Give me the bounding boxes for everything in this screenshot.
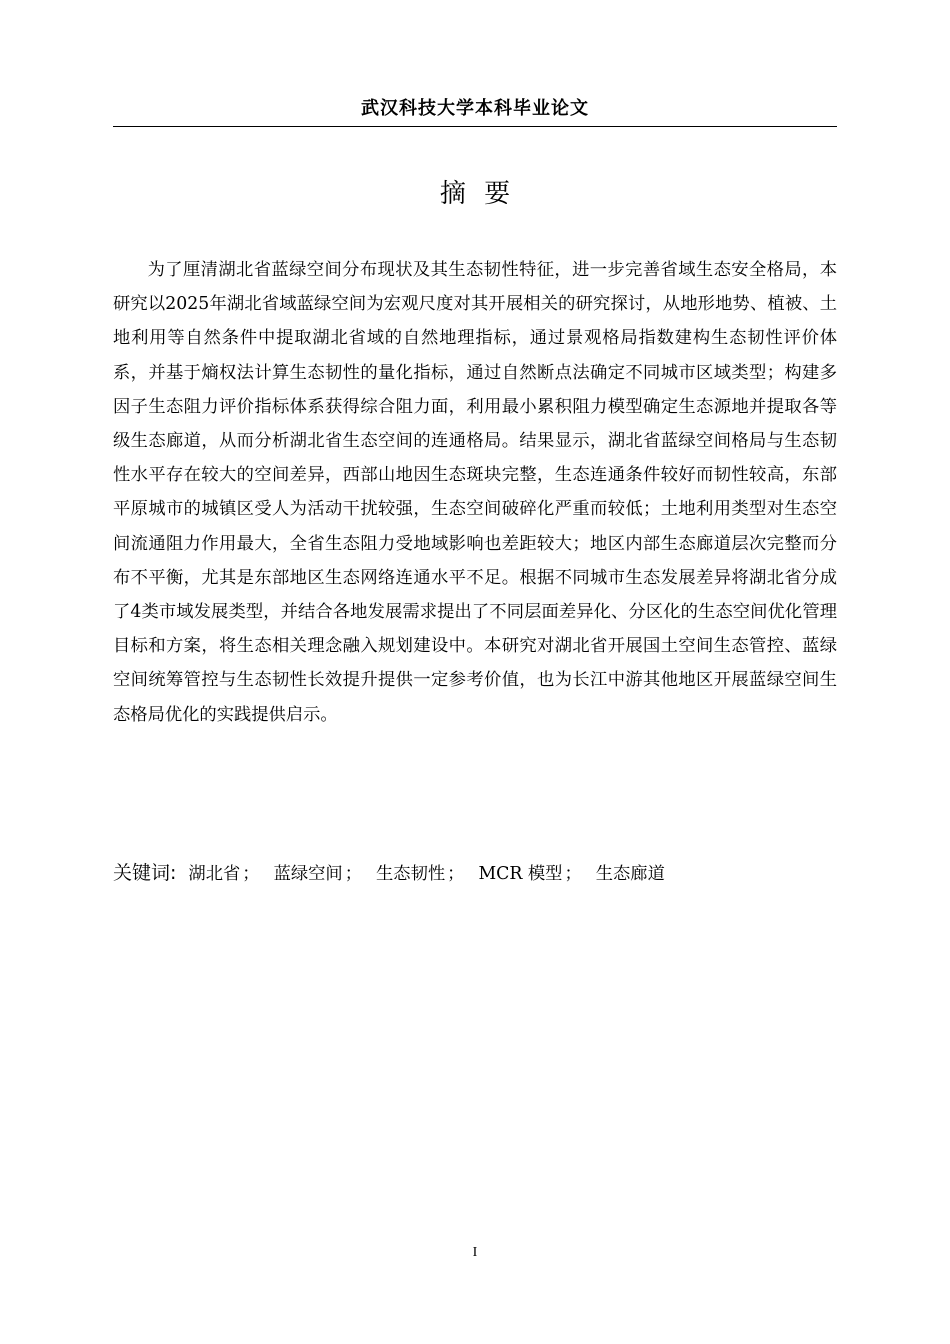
keywords-line — [113, 856, 837, 891]
keyword-separator: ； — [344, 864, 362, 884]
running-header-title: 武汉科技大学本科毕业论文 — [361, 98, 589, 119]
header-rule — [113, 126, 837, 127]
keyword-item: 湖北省 — [188, 864, 241, 884]
keywords-label: 关键词: — [113, 862, 177, 884]
keyword-separator: ； — [564, 864, 582, 884]
abstract-title: 摘 要 — [439, 179, 511, 209]
keyword-separator: ； — [447, 864, 465, 884]
page-number: I — [472, 1245, 478, 1260]
keyword-item: 生态廊道 — [595, 864, 665, 884]
keyword-item: MCR 模型 — [478, 864, 563, 884]
keyword-item: 蓝绿空间 — [273, 864, 343, 884]
abstract-body: 为了厘清湖北省蓝绿空间分布现状及其生态韧性特征，进一步完善省域生态安全格局，本研究以2025年湖北省域蓝绿空间为宏观尺度对其开展相关的研究探讨，从地形地势、植被、土地利用等自然条件中提取湖北省域的自然地理指标，通过景观格局指数建构生态韧性评价体系，并基于熵权法计算生态韧性的量化指标，通过自然断点法确定不同城市区域类型；构建多因子生态阻力评价指标体系获得综合阻力面，利用最小累积阻力模型确定生态源地并提取各等级生态廊道，从而分析湖北省生态空间的连通格局。结果显示，湖北省蓝绿空间格局与生态韧性水平存在较大的空间差异，西部山地因生态斑块完整，生态连通条件较好而韧性较高，东部平原城市的城镇区受人为活动干扰较强，生态空间破碎化严重而较低；土地利用类型对生态空间流通阻力作用最大，全省生态阻力受地域影响也差距较大；地区内部生态廊道层次完整而分布不平衡，尤其是东部地区生态网络连通水平不足。根据不同城市生态发展差异将湖北省分成了4类市域发展类型，并结合各地发展需求提出了不同层面差异化、分区化的生态空间优化管理目标和方案，将生态相关理念融入规划建设中。本研究对湖北省开展国土空间生态管控、蓝绿空间统筹管控与生态韧性长效提升提供一定参考价值，也为长江中游其他地区开展蓝绿空间生态格局优化的实践提供启示。 — [113, 260, 837, 725]
keyword-item: 生态韧性 — [376, 864, 446, 884]
keyword-separator: ； — [242, 864, 260, 884]
